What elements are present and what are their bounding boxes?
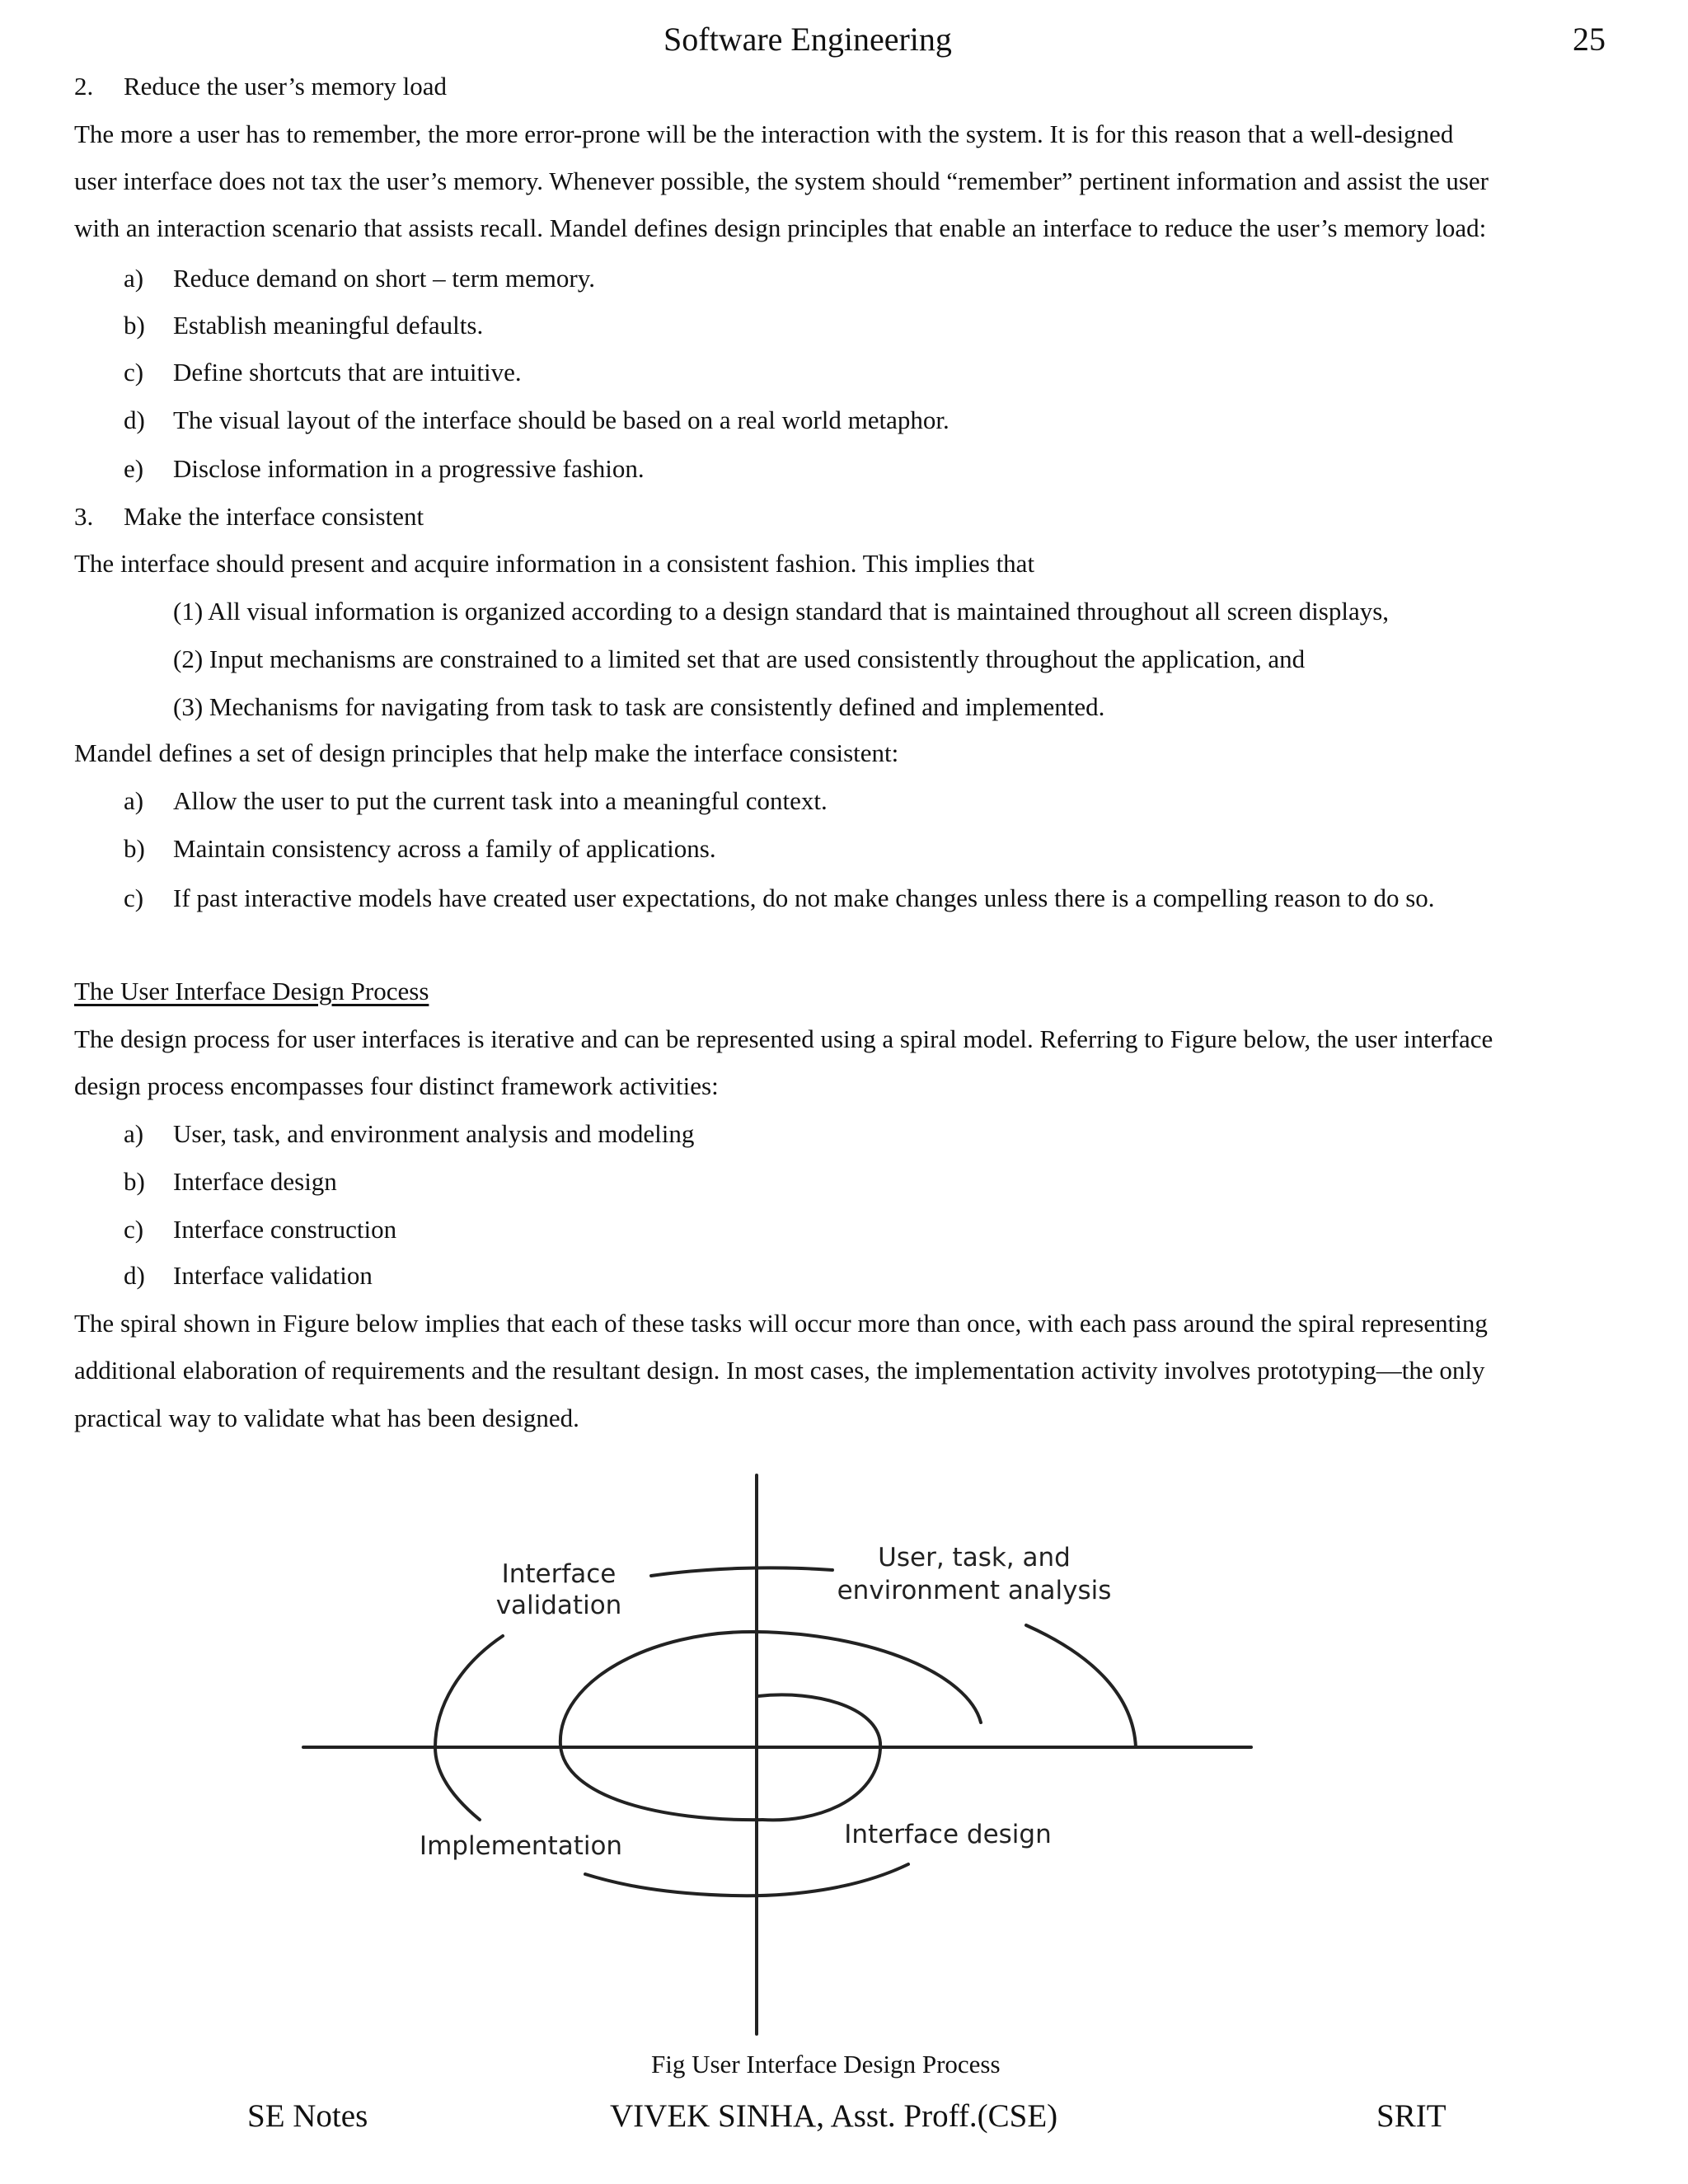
list-marker: b) bbox=[124, 311, 145, 340]
uidp-paragraph-line: design process encompasses four distinct framework activities: bbox=[74, 1071, 719, 1100]
section-heading: The User Interface Design Process bbox=[74, 977, 429, 1005]
list-marker: d) bbox=[124, 405, 145, 434]
list-marker: c) bbox=[124, 883, 144, 912]
list-item-text: If past interactive models have created user expectations, do not make changes unless there is a compelling reason to do so. bbox=[173, 883, 1435, 912]
spiral-inner-curve bbox=[758, 1694, 880, 1820]
label-interface-design: Interface design bbox=[844, 1820, 1052, 1849]
list-marker: e) bbox=[124, 454, 144, 483]
footer-center: VIVEK SINHA, Asst. Proff.(CSE) bbox=[610, 2098, 1058, 2134]
spiral-arc-analysis bbox=[1026, 1625, 1136, 1747]
section-2-number: 2. bbox=[74, 72, 94, 101]
label-user-task-environment-line1: User, task, and bbox=[878, 1543, 1071, 1572]
spiral-arc-interface-design bbox=[585, 1864, 908, 1896]
list-item-text: Define shortcuts that are intuitive. bbox=[173, 358, 522, 387]
list-item-text: Allow the user to put the current task into a meaningful context. bbox=[173, 786, 828, 815]
figure-caption: Fig User Interface Design Process bbox=[651, 2050, 1001, 2079]
list-item-text: Maintain consistency across a family of applications. bbox=[173, 834, 716, 863]
numbered-statement: (3) Mechanisms for navigating from task to task are consistently defined and implemented. bbox=[173, 692, 1105, 721]
list-marker: c) bbox=[124, 358, 144, 387]
spiral-paragraph-line: practical way to validate what has been designed. bbox=[74, 1404, 579, 1432]
list-marker: a) bbox=[124, 1119, 144, 1148]
section-2-paragraph-line: with an interaction scenario that assists recall. Mandel defines design principles that enable an interface to reduce the user’s memory load: bbox=[74, 213, 1487, 242]
list-item-text: Interface construction bbox=[173, 1215, 397, 1244]
list-item-text: Establish meaningful defaults. bbox=[173, 311, 484, 340]
section-2-title: Reduce the user’s memory load bbox=[124, 72, 447, 101]
spiral-arc-validation bbox=[651, 1568, 832, 1576]
label-user-task-environment-line2: environment analysis bbox=[837, 1576, 1112, 1605]
label-implementation: Implementation bbox=[419, 1831, 623, 1861]
section-3-title: Make the interface consistent bbox=[124, 502, 424, 531]
numbered-statement: (1) All visual information is organized according to a design standard that is maintained throughout all screen displays, bbox=[173, 597, 1390, 626]
list-marker: c) bbox=[124, 1215, 144, 1244]
footer-left: SE Notes bbox=[247, 2098, 368, 2134]
list-item-text: Disclose information in a progressive fashion. bbox=[173, 454, 645, 483]
list-item-text: Interface design bbox=[173, 1167, 337, 1196]
section-3-number: 3. bbox=[74, 502, 94, 531]
list-marker: a) bbox=[124, 786, 144, 815]
spiral-paragraph-line: The spiral shown in Figure below implies that each of these tasks will occur more than once, with each pass around the spiral representing bbox=[74, 1309, 1488, 1338]
list-marker: d) bbox=[124, 1261, 145, 1290]
section-2-paragraph-line: user interface does not tax the user’s memory. Whenever possible, the system should “remember” pertinent information and assist the user bbox=[74, 166, 1489, 195]
list-item-text: User, task, and environment analysis and modeling bbox=[173, 1119, 695, 1148]
running-header-title: Software Engineering bbox=[663, 21, 952, 58]
spiral-arc-implementation bbox=[435, 1636, 503, 1820]
spiral-paragraph-line: additional elaboration of requirements and the resultant design. In most cases, the implementation activity involves prototyping—the only bbox=[74, 1356, 1485, 1385]
spiral-middle-curve bbox=[560, 1632, 981, 1820]
numbered-statement: (2) Input mechanisms are constrained to a limited set that are used consistently throughout the application, and bbox=[173, 644, 1306, 673]
uidp-paragraph-line: The design process for user interfaces is iterative and can be represented using a spiral model. Referring to Figure below, the user interface bbox=[74, 1024, 1493, 1053]
list-marker: b) bbox=[124, 1167, 145, 1196]
list-marker: b) bbox=[124, 834, 145, 863]
list-item-text: Reduce demand on short – term memory. bbox=[173, 264, 595, 293]
section-3-intro: The interface should present and acquire information in a consistent fashion. This implies that bbox=[74, 549, 1035, 578]
section-2-paragraph-line: The more a user has to remember, the more error-prone will be the interaction with the system. It is for this reason that a well-designed bbox=[74, 120, 1454, 148]
list-item-text: The visual layout of the interface should be based on a real world metaphor. bbox=[173, 405, 950, 434]
page-number: 25 bbox=[1573, 21, 1606, 58]
mandel-principles-line: Mandel defines a set of design principles that help make the interface consistent: bbox=[74, 738, 899, 767]
list-marker: a) bbox=[124, 264, 144, 293]
list-item-text: Interface validation bbox=[173, 1261, 373, 1290]
label-interface-validation-line2: validation bbox=[495, 1591, 622, 1620]
footer-right: SRIT bbox=[1376, 2098, 1447, 2134]
label-interface-validation-line1: Interface bbox=[501, 1559, 617, 1589]
